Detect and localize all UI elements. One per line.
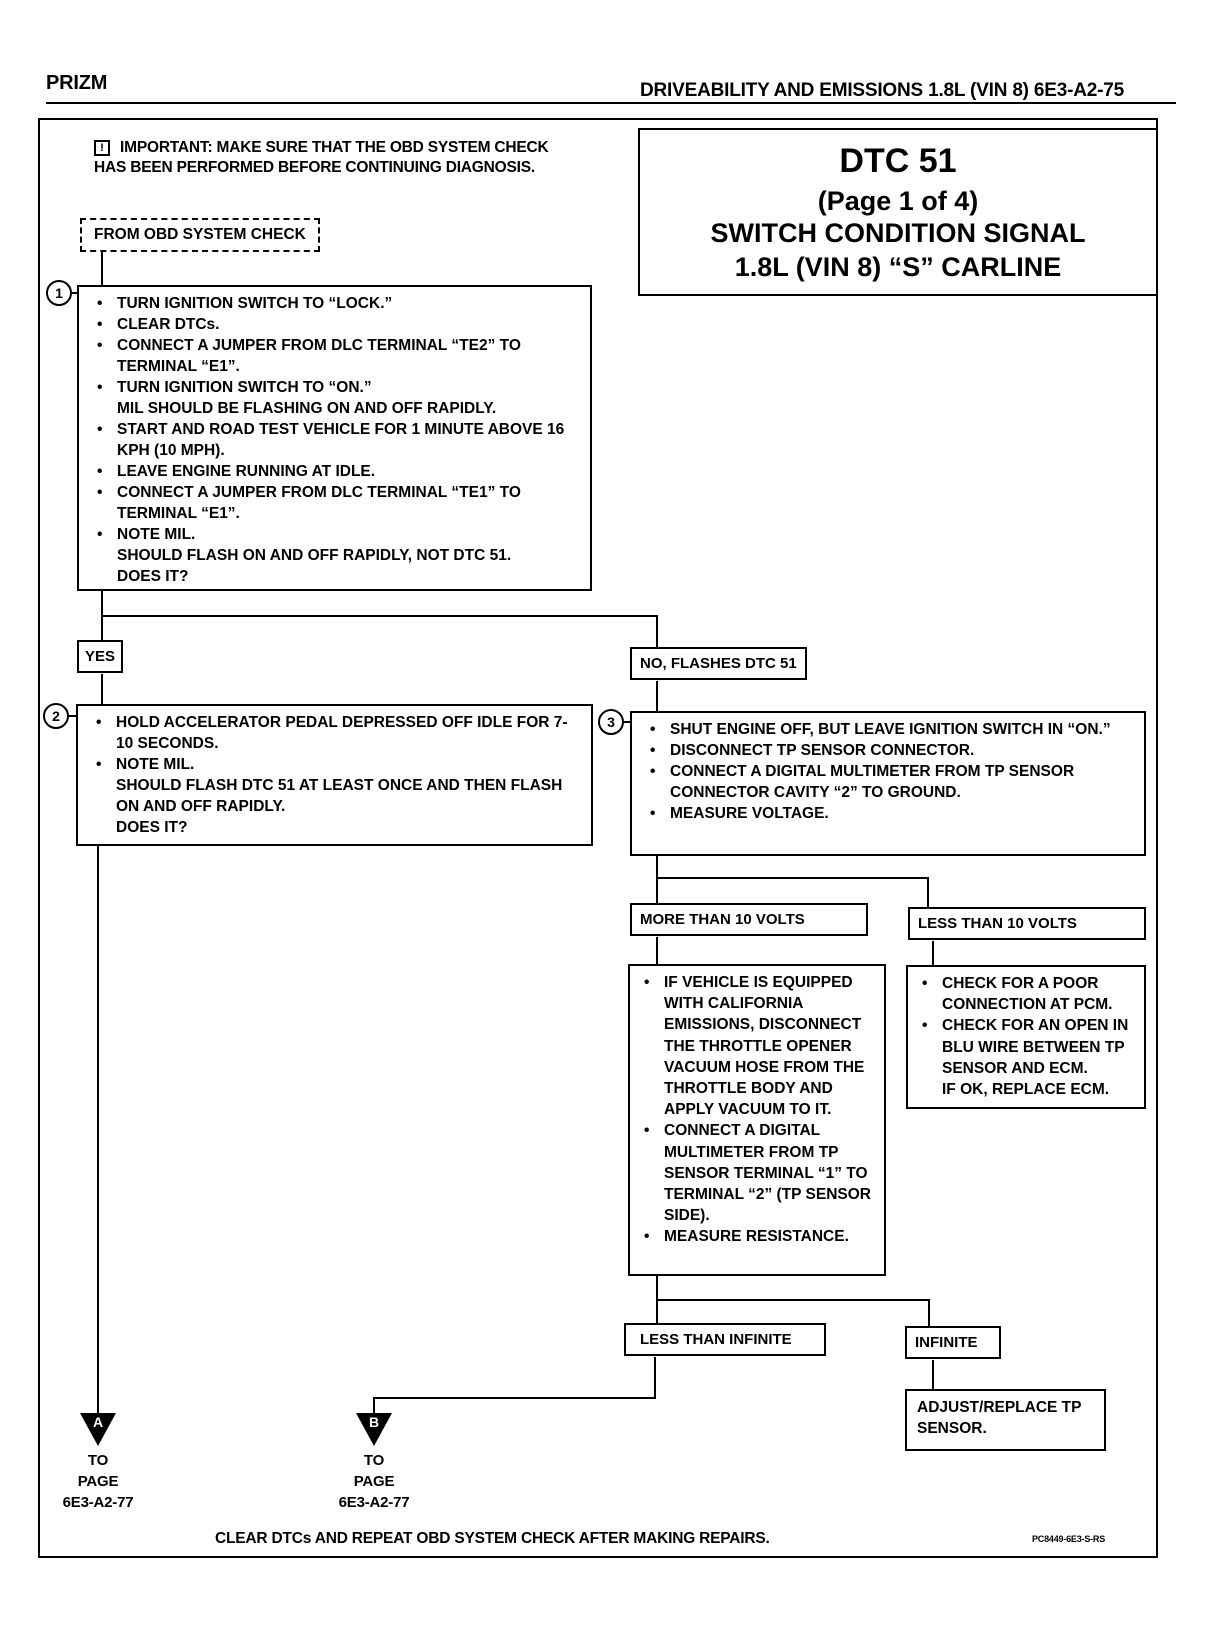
step-2-number: 2 xyxy=(43,703,69,729)
more-than-10-volts-label: MORE THAN 10 VOLTS xyxy=(630,903,868,936)
step-1-box xyxy=(77,285,592,591)
step-1-number: 1 xyxy=(46,280,72,306)
connector-line xyxy=(932,941,934,965)
footer-instruction: CLEAR DTCs AND REPEAT OBD SYSTEM CHECK AFTER MAKING REPAIRS. xyxy=(215,1530,770,1547)
no-flashes-dtc-51-label: NO, FLASHES DTC 51 xyxy=(630,647,807,680)
connector-line xyxy=(656,615,658,647)
connector-line xyxy=(656,856,658,903)
step-1-item-sub: MIL SHOULD BE FLASHING ON AND OFF RAPIDLY. xyxy=(117,400,497,417)
connector-line xyxy=(656,877,929,879)
yes-label: YES xyxy=(77,640,123,673)
title-line2: 1.8L (VIN 8) “S” CARLINE xyxy=(734,252,1062,282)
step-3-box xyxy=(630,711,1146,856)
step-1-item: • CLEAR DTCs. xyxy=(117,314,582,335)
step-1-item-text: TURN IGNITION SWITCH TO “ON.” xyxy=(117,379,372,396)
connector-line xyxy=(101,251,103,287)
connector-line xyxy=(932,1360,934,1390)
connector-line xyxy=(101,615,658,617)
connector-line xyxy=(928,1299,930,1327)
step-3-item: • SHUT ENGINE OFF, BUT LEAVE IGNITION SWITCH IN “ON.” xyxy=(670,719,1136,740)
connector-b-to: TO xyxy=(363,1452,385,1469)
step-1-item: • TURN IGNITION SWITCH TO “LOCK.” xyxy=(117,293,582,314)
from-obd-system-check-label: FROM OBD SYSTEM CHECK xyxy=(80,218,320,252)
header-rule xyxy=(46,102,1176,104)
less-than-10-volts-box xyxy=(906,965,1146,1109)
less-box-item-text: CHECK FOR AN OPEN IN BLU WIRE BETWEEN TP SENSOR AND ECM. xyxy=(942,1017,1129,1077)
infinite-label: INFINITE xyxy=(905,1326,1001,1359)
step-2-box xyxy=(76,704,593,846)
connector-b-letter: B xyxy=(369,1414,379,1430)
connector-a-page-number: 6E3-A2-77 xyxy=(62,1494,134,1511)
step-1-question: DOES IT? xyxy=(117,568,189,585)
step-2-item xyxy=(116,754,583,838)
step-3-item: • MEASURE VOLTAGE. xyxy=(670,803,1136,824)
step-2-question: DOES IT? xyxy=(116,819,188,836)
connector-b-page: PAGE xyxy=(353,1473,395,1490)
more-box-item: • CONNECT A DIGITAL MULTIMETER FROM TP SENSOR TERMINAL “1” TO TERMINAL “2” (TP SENSOR SIDE). xyxy=(664,1120,880,1226)
step-3-item: • DISCONNECT TP SENSOR CONNECTOR. xyxy=(670,740,1136,761)
connector-line xyxy=(656,681,658,711)
connector-line xyxy=(656,937,658,965)
more-than-10-volts-box xyxy=(628,964,886,1276)
important-note-line1: IMPORTANT: MAKE SURE THAT THE OBD SYSTEM CHECK xyxy=(120,139,549,156)
header-right: DRIVEABILITY AND EMISSIONS 1.8L (VIN 8) 6E3-A2-75 xyxy=(640,80,1124,101)
more-box-list xyxy=(632,972,880,1248)
connector-line xyxy=(927,877,929,907)
title-box xyxy=(638,128,1158,296)
important-note-line2: HAS BEEN PERFORMED BEFORE CONTINUING DIAGNOSIS. xyxy=(94,159,535,176)
step-1-item-sub: SHOULD FLASH ON AND OFF RAPIDLY, NOT DTC 51. xyxy=(117,547,512,564)
adjust-replace-tp-sensor-text: ADJUST/REPLACE TP SENSOR. xyxy=(917,1399,1082,1437)
title-line1: SWITCH CONDITION SIGNAL xyxy=(710,218,1086,248)
connector-line xyxy=(654,1357,656,1399)
title-dtc: DTC 51 xyxy=(839,142,957,180)
figure-code: PC8449-6E3-S-RS xyxy=(1032,1534,1106,1544)
connector-a-to: TO xyxy=(87,1452,109,1469)
less-box-item xyxy=(942,1015,1140,1100)
connector-line xyxy=(656,1299,930,1301)
step-1-item: • CONNECT A JUMPER FROM DLC TERMINAL “TE2” TO TERMINAL “E1”. xyxy=(117,335,582,377)
step-1-item xyxy=(117,524,582,587)
less-than-infinite-label: LESS THAN INFINITE xyxy=(624,1323,826,1356)
more-box-item: • IF VEHICLE IS EQUIPPED WITH CALIFORNIA EMISSIONS, DISCONNECT THE THROTTLE OPENER VACUUM HOSE FROM THE THROTTLE BODY AND APPLY VACUUM TO IT. xyxy=(664,972,880,1120)
connector-a-letter: A xyxy=(93,1414,103,1430)
step-2-item: • HOLD ACCELERATOR PEDAL DEPRESSED OFF IDLE FOR 7-10 SECONDS. xyxy=(116,712,583,754)
connector-b-page-number: 6E3-A2-77 xyxy=(338,1494,410,1511)
more-box-item: • MEASURE RESISTANCE. xyxy=(664,1226,880,1247)
step-3-list xyxy=(640,719,1136,824)
less-than-10-volts-label: LESS THAN 10 VOLTS xyxy=(908,907,1146,940)
step-2-list xyxy=(86,712,583,838)
step-1-item: • START AND ROAD TEST VEHICLE FOR 1 MINUTE ABOVE 16 KPH (10 MPH). xyxy=(117,419,582,461)
important-icon: ! xyxy=(94,140,110,156)
less-box-item: • CHECK FOR A POOR CONNECTION AT PCM. xyxy=(942,973,1140,1015)
step-1-item: • LEAVE ENGINE RUNNING AT IDLE. xyxy=(117,461,582,482)
connector-line xyxy=(101,674,103,704)
connector-line xyxy=(373,1397,656,1399)
less-box-item-sub: IF OK, REPLACE ECM. xyxy=(942,1081,1110,1099)
step-1-item xyxy=(117,377,582,419)
step-3-number: 3 xyxy=(598,709,624,735)
adjust-replace-tp-sensor-box xyxy=(905,1389,1106,1451)
step-1-item-text: NOTE MIL. xyxy=(117,526,196,543)
step-3-item: • CONNECT A DIGITAL MULTIMETER FROM TP SENSOR CONNECTOR CAVITY “2” TO GROUND. xyxy=(670,761,1136,803)
step-1-list xyxy=(87,293,582,587)
less-box-list xyxy=(910,973,1140,1100)
connector-a-page: PAGE xyxy=(77,1473,119,1490)
step-1-item: • CONNECT A JUMPER FROM DLC TERMINAL “TE1” TO TERMINAL “E1”. xyxy=(117,482,582,524)
connector-line xyxy=(97,846,99,1416)
step-2-item-sub: SHOULD FLASH DTC 51 AT LEAST ONCE AND THEN FLASH ON AND OFF RAPIDLY. xyxy=(116,777,563,815)
step-2-item-text: NOTE MIL. xyxy=(116,756,195,773)
title-page: (Page 1 of 4) xyxy=(817,186,979,216)
header-left: PRIZM xyxy=(46,72,108,94)
